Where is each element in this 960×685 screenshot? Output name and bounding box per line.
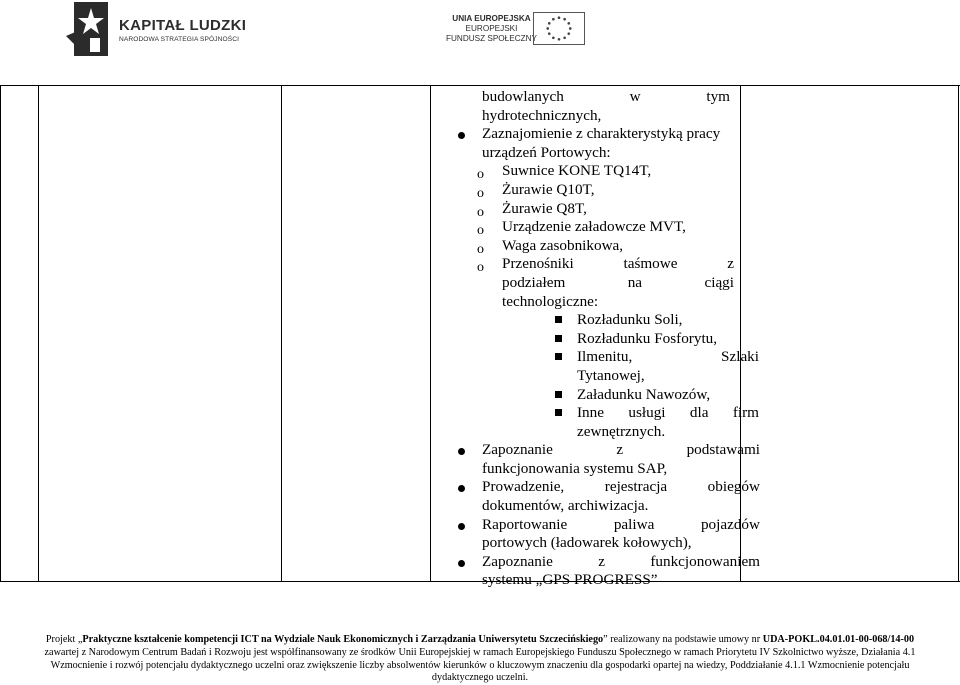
text-line: hydrotechnicznych, — [482, 106, 602, 124]
table-top-border — [0, 85, 960, 86]
subsublist-item — [577, 386, 760, 405]
eu-line3: FUNDUSZ SPOŁECZNY — [446, 34, 537, 43]
sublist-item-text: Przenośniki taśmowe z — [502, 255, 734, 273]
sublist-item-text: Suwnice KONE TQ14T, — [502, 162, 652, 180]
list-item-text: Prowadzenie, rejestracja obiegów — [482, 478, 760, 496]
square-bullet-icon — [555, 316, 562, 323]
text-line: Tytanowej, — [577, 366, 645, 384]
sublist-item — [477, 255, 734, 276]
subsublist-item — [577, 330, 760, 349]
list-item — [482, 478, 760, 497]
subsublist-item-text: Rozładunku Soli, — [577, 311, 683, 329]
text-word: tym — [706, 88, 730, 105]
subsublist-item — [577, 404, 759, 423]
sublist-item — [477, 218, 760, 239]
footer-text: Projekt „ — [45, 634, 83, 645]
project-title: Praktyczne kształcenie kompetencji ICT na Wydziale Nauk Ekonomicznych i Zarządzania Uniwersytetu Szczecińskiego — [82, 634, 604, 645]
subsublist-item — [577, 348, 759, 367]
text-line: urządzeń Portowych: — [482, 143, 611, 161]
text-line: technologiczne: — [502, 292, 599, 310]
text-word: w — [629, 88, 641, 105]
list-item-text: Zapoznanie z funkcjonowaniem — [482, 552, 760, 570]
sublist — [477, 162, 760, 441]
table-col-divider — [38, 85, 39, 582]
square-bullet-icon — [555, 391, 562, 398]
list-item — [482, 441, 760, 460]
eu-line2: EUROPEJSKI — [465, 24, 518, 33]
list-item — [482, 553, 760, 572]
footer-line — [0, 634, 960, 647]
sublist-item — [477, 180, 760, 201]
list-item — [482, 125, 760, 144]
footer-line: dydaktycznego uczelni. — [431, 672, 529, 684]
table-col-divider — [281, 85, 282, 582]
page-header — [0, 0, 960, 62]
subsublist-item — [577, 311, 760, 330]
list-item-text: Zapoznanie z podstawami — [482, 441, 760, 459]
footer-text: ” realizowany na podstawie umowy nr — [603, 634, 763, 645]
content-table — [0, 85, 960, 582]
eu-flag-icon — [533, 12, 585, 45]
list-item-text: Raportowanie paliwa pojazdów — [482, 515, 760, 533]
sublist-item-text: Żurawie Q10T, — [502, 180, 595, 198]
circle-bullet-icon: o — [477, 204, 484, 220]
sublist-item — [477, 162, 760, 183]
eu-label — [446, 14, 537, 44]
square-bullet-icon — [555, 353, 562, 360]
sublist-item-text: Żurawie Q8T, — [502, 199, 587, 217]
bullet-icon — [458, 560, 465, 567]
subsublist-item-text: Załadunku Nawozów, — [577, 385, 711, 403]
text-line: dokumentów, archiwizacja. — [482, 497, 649, 515]
contract-number: UDA-POKL.04.01.01-00-068/14-00 — [762, 634, 915, 645]
kl-title: KAPITAŁ LUDZKI — [119, 17, 247, 34]
text-word: budowlanych — [482, 88, 564, 105]
text-line: podziałem na ciągi — [502, 273, 734, 291]
table-col-divider — [0, 85, 1, 582]
circle-bullet-icon: o — [477, 167, 484, 183]
text-line: funkcjonowania systemu SAP, — [482, 459, 668, 477]
text-line: systemu „GPS PROGRESS” — [482, 571, 658, 589]
page-footer — [0, 634, 960, 685]
list-item-text: Zaznajomienie z charakterystyką pracy — [482, 125, 721, 143]
footer-line: zawartej z Narodowym Centrum Badań i Rozwoju jest współfinansowany ze środków Unii Europejskiej w ramach Europejskiego Funduszu Społecznego w ramach Priorytetu IV Szkolnictwo wyższe, Działania 4.1 — [44, 646, 916, 658]
kapital-ludzki-logo — [66, 2, 108, 56]
sublist-item-text: Urządzenie załadowcze MVT, — [502, 218, 686, 236]
training-content-cell — [477, 88, 760, 590]
bullet-icon — [458, 523, 465, 530]
table-bottom-border — [0, 581, 960, 582]
text-line: portowych (ładowarek kołowych), — [482, 534, 692, 552]
footer-line: Wzmocnienie i rozwój potencjału dydaktycznego uczelni oraz zwiększenie liczby absolwentów kierunków o kluczowym znaczeniu dla gospodarki opartej na wiedzy, Poddziałanie 4.1.1 Wzmocnienie potencjału — [50, 659, 910, 671]
sublist-item — [477, 199, 760, 220]
table-col-divider — [430, 85, 431, 582]
sublist-item-text: Waga zasobnikowa, — [502, 236, 624, 254]
eu-line1: UNIA EUROPEJSKA — [452, 14, 531, 23]
subsublist-item-text: Ilmenitu, Szlaki — [577, 348, 759, 366]
text-line — [482, 88, 730, 107]
square-bullet-icon — [555, 409, 562, 416]
subsublist-item-text: Inne usługi dla firm — [577, 404, 759, 422]
circle-bullet-icon: o — [477, 241, 484, 257]
subsublist — [502, 311, 760, 441]
list-item — [482, 516, 760, 535]
text-line: zewnętrznych. — [577, 422, 666, 440]
square-bullet-icon — [555, 335, 562, 342]
kl-subtitle: NARODOWA STRATEGIA SPÓJNOŚCI — [119, 36, 240, 43]
circle-bullet-icon: o — [477, 223, 484, 239]
sublist-item — [477, 236, 760, 257]
subsublist-item-text: Rozładunku Fosforytu, — [577, 329, 718, 347]
circle-bullet-icon: o — [477, 260, 484, 276]
circle-bullet-icon: o — [477, 185, 484, 201]
table-col-divider — [958, 85, 959, 582]
